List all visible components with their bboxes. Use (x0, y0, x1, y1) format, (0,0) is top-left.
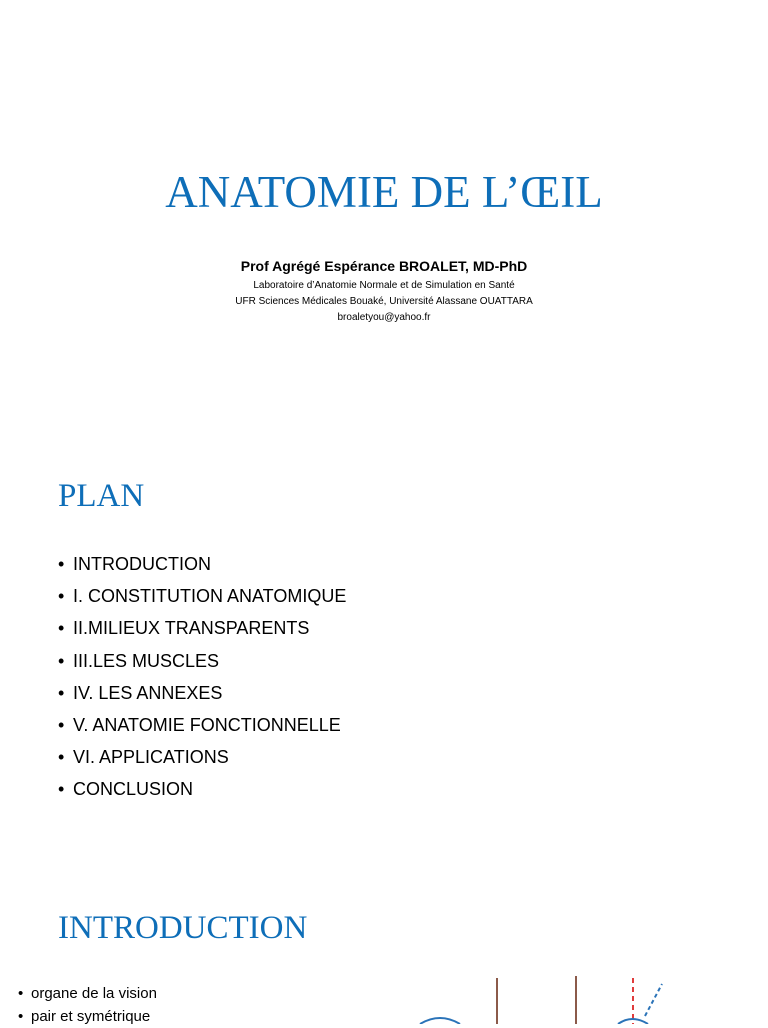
author-email: broaletyou@yahoo.fr (337, 312, 431, 323)
bullet-icon: • (58, 618, 65, 639)
plan-list (58, 548, 346, 806)
list-item (58, 612, 346, 644)
list-item (58, 741, 346, 773)
plan-item-label: I. CONSTITUTION ANATOMIQUE (73, 586, 347, 607)
plan-item-label: IV. LES ANNEXES (73, 682, 223, 703)
bullet-icon: • (18, 1008, 24, 1025)
optic-axis-dashed-line (645, 984, 662, 1016)
plan-item-label: V. ANATOMIE FONCTIONNELLE (73, 715, 341, 736)
intro-item-label: organe de la vision (31, 985, 157, 1002)
title-slide (0, 0, 768, 444)
left-eye-outline-icon (420, 1018, 460, 1024)
bullet-icon: • (58, 554, 65, 574)
bullet-icon: • (58, 747, 65, 768)
plan-slide (0, 444, 768, 858)
introduction-slide (0, 858, 768, 1024)
plan-item-label: II.MILIEUX TRANSPARENTS (73, 618, 310, 639)
eye-axis-diagram (400, 976, 700, 1024)
list-item (18, 1005, 157, 1028)
affiliation-university: UFR Sciences Médicales Bouaké, Université Alassane OUATTARA (235, 296, 533, 307)
author-block (0, 257, 768, 326)
introduction-title: INTRODUCTION (58, 910, 308, 946)
plan-item-label: III.LES MUSCLES (73, 650, 220, 671)
list-item (58, 677, 346, 709)
bullet-icon: • (58, 650, 65, 671)
affiliation-lab: Laboratoire d’Anatomie Normale et de Simulation en Santé (253, 280, 515, 291)
bullet-icon: • (58, 779, 65, 800)
plan-title: PLAN (58, 478, 145, 514)
list-item (58, 709, 346, 741)
list-item (58, 773, 346, 805)
bullet-icon: • (58, 682, 65, 703)
plan-item-label: INTRODUCTION (73, 554, 211, 574)
plan-item-label: VI. APPLICATIONS (73, 747, 229, 768)
author-name: Prof Agrégé Espérance BROALET, MD-PhD (240, 258, 528, 274)
plan-item-label: CONCLUSION (73, 779, 194, 800)
introduction-list (18, 982, 157, 1028)
bullet-icon: • (58, 715, 65, 736)
list-item (58, 580, 346, 612)
intro-item-label: pair et symétrique (31, 1008, 151, 1025)
list-item (58, 548, 346, 580)
bullet-icon: • (58, 586, 65, 607)
list-item (18, 982, 157, 1005)
list-item (58, 645, 346, 677)
presentation-title: ANATOMIE DE L’ŒIL (165, 167, 603, 217)
bullet-icon: • (18, 985, 24, 1002)
